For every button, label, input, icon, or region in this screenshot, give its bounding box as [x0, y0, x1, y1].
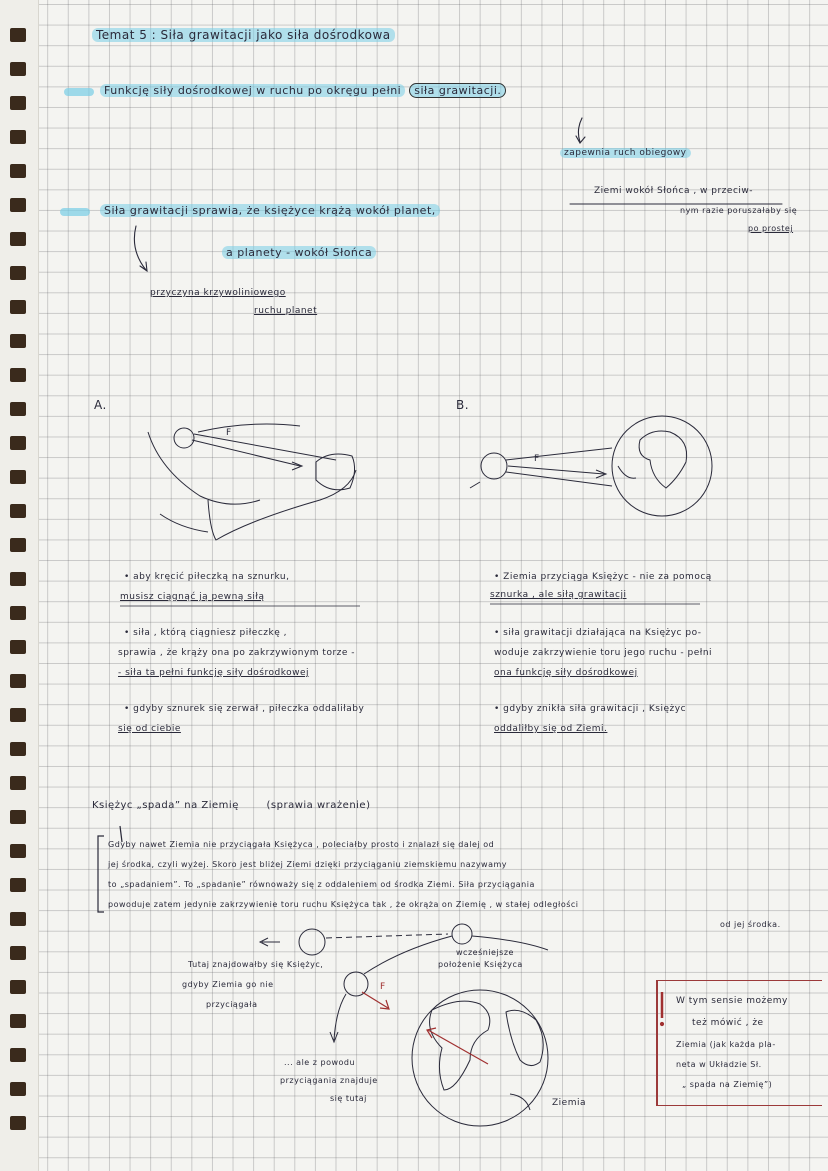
- col-b-bullet2-line2: woduje zakrzywienie toru jego ruchu - pełni: [494, 648, 713, 658]
- diagram-c-label-bottom-1: ... ale z powodu: [284, 1058, 356, 1067]
- col-a-bullet1-line2: musisz ciągnąć ją pewną siłą: [120, 592, 265, 602]
- orbit-arc: [334, 994, 346, 1040]
- col-a-bullet3-line1: • gdyby sznurek się zerwał , piłeczka oddaliłaby: [124, 704, 365, 714]
- col-b-bullet3-line1: • gdyby znikła siła grawitacji , Księżyc: [494, 704, 687, 714]
- col-a-bullet2-line2: sprawia , że krąży ona po zakrzywionym torze -: [118, 648, 356, 658]
- section1-highlight-term: siła grawitacji.: [409, 83, 506, 98]
- section3-heading-text: Księżyc „spada” na Ziemię: [92, 800, 239, 811]
- tangent-line: [506, 472, 612, 486]
- col-b-bullet3-line2: oddaliłby się od Ziemi.: [494, 724, 608, 734]
- arrow-head-icon: [292, 462, 302, 470]
- moon-icon-earlier: [452, 924, 472, 944]
- continent-shape: [430, 1001, 490, 1090]
- section2-note-line2: ruchu planet: [254, 306, 318, 316]
- diagram-a-label: A.: [94, 398, 107, 412]
- force-vector-red: [428, 1030, 488, 1064]
- diagram-b-force-label: F: [534, 454, 540, 464]
- diagram-c-label-left-1: Tutaj znajdowałby się Księżyc,: [188, 960, 324, 969]
- section3-para-line2: jej środka, czyli wyżej. Skoro jest bliżej Ziemi dzięki przyciąganiu ziemskiemu nazywamy: [108, 860, 508, 869]
- tangent-line: [506, 448, 612, 460]
- section1-note1-text: zapewnia ruch obiegowy: [560, 148, 691, 158]
- arrow-down-icon: [578, 118, 582, 142]
- note-box-line5: „ spada na Ziemię”): [682, 1080, 773, 1089]
- col-b-bullet2-line3: ona funkcję siły dośrodkowej: [494, 668, 638, 678]
- section1-line1-text: Funkcję siły dośrodkowej w ruchu po okręgu pełni: [100, 84, 405, 97]
- section3-para-line1: Gdyby nawet Ziemia nie przyciągała Księżyca , poleciałby prosto i znalazł się dalej od: [108, 840, 495, 849]
- ball-icon: [174, 428, 194, 448]
- tick-mark: [470, 482, 480, 488]
- force-vector: [508, 466, 604, 474]
- diagram-c-label-bottom-2: przyciągania znajduje: [280, 1076, 378, 1085]
- curved-arrow-icon: [134, 226, 146, 270]
- diagram-c-force-label: F: [380, 982, 386, 992]
- dashed-path: [326, 934, 448, 938]
- arrow-down-icon: [120, 826, 122, 842]
- moon-icon-far: [299, 929, 325, 955]
- motion-arc: [198, 424, 300, 432]
- section1-note2-line3: po prostej: [748, 224, 794, 233]
- col-b-bullet2-line1: • siła grawitacji działająca na Księżyc po-: [494, 628, 702, 638]
- section2-line2-text: a planety - wokół Słońca: [222, 246, 376, 259]
- diagram-c-label-top-1: wcześniejsze: [456, 948, 514, 957]
- moon-icon-current: [344, 972, 368, 996]
- orbit-arc: [364, 936, 452, 974]
- diagram-b-label: B.: [456, 398, 470, 412]
- diagram-c-label-left-3: przyciągała: [206, 1000, 258, 1009]
- continent-shape: [618, 466, 636, 478]
- earth-icon: [412, 990, 548, 1126]
- section2-line1-text: Siła grawitacji sprawia, że księżyce krążą wokół planet,: [100, 204, 440, 217]
- arm-outline: [208, 470, 356, 540]
- diagram-b: [470, 416, 712, 516]
- section2-note-line1: przyczyna krzywoliniowego: [150, 288, 286, 298]
- orbit-arc: [472, 936, 548, 950]
- arm-line: [160, 514, 208, 532]
- diagram-c-label-top-2: położenie Księżyca: [438, 960, 523, 969]
- section1-note2-line1: Ziemi wokół Słońca , w przeciw-: [594, 186, 753, 196]
- section3-para-line3: to „spadaniem”. To „spadanie” równoważy się z oddaleniem od środka Ziemi. Siła przyciągania: [108, 880, 535, 889]
- col-a-bullet1-line1: • aby kręcić piłeczką na sznurku,: [124, 572, 290, 582]
- page-title-text: Temat 5 : Siła grawitacji jako siła dośrodkowa: [92, 28, 395, 42]
- moon-icon: [481, 453, 507, 479]
- section3-heading-note: (sprawia wrażenie): [266, 800, 371, 811]
- diagram-c: [260, 924, 548, 1126]
- diagram-c-label-left-2: gdyby Ziemia go nie: [182, 980, 274, 989]
- col-a-bullet3-line2: się od ciebie: [118, 724, 181, 734]
- note-box-line2: też mówić , że: [692, 1018, 764, 1028]
- exclamation-dot: [661, 1023, 664, 1026]
- col-a-bullet2-line1: • siła , którą ciągniesz piłeczkę ,: [124, 628, 287, 638]
- col-b-bullet1-line2: sznurka , ale siłą grawitacji: [490, 590, 627, 600]
- section3-para-line4: powoduje zatem jedynie zakrzywienie toru ruchu Księżyca tak , że okrąża on Ziemię , w stałej odległości: [108, 900, 579, 909]
- force-vector-red: [362, 992, 388, 1008]
- note-box-line4: neta w Układzie Sł.: [676, 1060, 762, 1069]
- diagram-c-label-earth: Ziemia: [552, 1098, 586, 1108]
- section3-para-line5: od jej środka.: [720, 920, 781, 929]
- diagram-a-force-label: F: [226, 428, 232, 438]
- note-box-line1: W tym sensie możemy: [676, 996, 788, 1006]
- arrow-head-icon: [576, 136, 585, 143]
- section1-note2-line2: nym razie poruszałaby się: [680, 206, 798, 215]
- diagram-a: [148, 424, 356, 540]
- col-a-bullet2-line3: - siła ta pełni funkcję siły dośrodkowej: [118, 668, 310, 678]
- continent-shape: [639, 431, 687, 488]
- diagram-c-label-bottom-3: się tutaj: [330, 1094, 367, 1103]
- col-b-bullet1-line1: • Ziemia przyciąga Księżyc - nie za pomocą: [494, 572, 712, 582]
- continent-shape: [506, 1010, 543, 1065]
- string-line: [194, 434, 336, 460]
- note-box-line3: Ziemia (jak każda pla-: [676, 1040, 776, 1049]
- bracket: [98, 836, 104, 912]
